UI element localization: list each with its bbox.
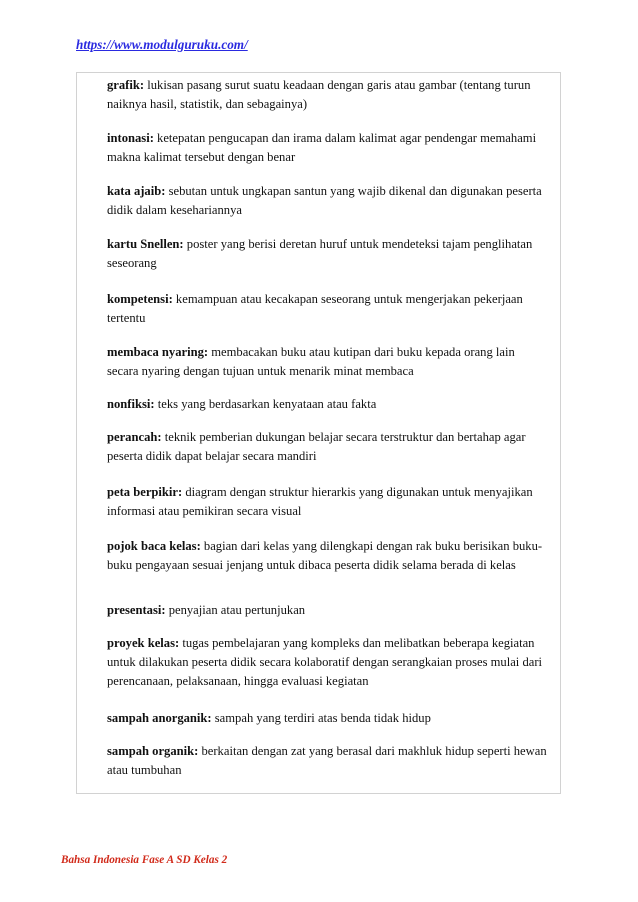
glossary-definition: tugas pembelajaran yang kompleks dan melibatkan beberapa kegiatan untuk dilakukan peserta didik secara kolaboratif dengan serangkaian proses mulai dari perencanaan, pelaksanaan, hingga evaluasi kegiatan (107, 636, 543, 688)
glossary-definition: penyajian atau pertunjukan (165, 603, 306, 617)
glossary-definition: teknik pemberian dukungan belajar secara terstruktur dan bertahap agar peserta didik dapat belajar secara mandiri (107, 430, 526, 463)
glossary-term: membaca nyaring: (107, 345, 209, 359)
glossary-term: kompetensi: (107, 292, 173, 306)
glossary-term: kartu Snellen: (107, 237, 184, 251)
glossary-entry-kata-ajaib (107, 182, 547, 220)
glossary-definition: sampah yang terdiri atas benda tidak hidup (211, 711, 431, 725)
glossary-definition: ketepatan pengucapan dan irama dalam kalimat agar pendengar memahami makna kalimat tersebut dengan benar (107, 131, 537, 164)
glossary-definition: sebutan untuk ungkapan santun yang wajib dikenal dan digunakan peserta didik dalam kesehariannya (107, 184, 542, 217)
glossary-entry-kartu-snellen (107, 235, 547, 273)
glossary-definition: membacakan buku atau kutipan dari buku kepada orang lain secara nyaring dengan tujuan untuk menarik minat membaca (107, 345, 515, 378)
glossary-term: perancah: (107, 430, 162, 444)
glossary-entry-perancah (107, 428, 547, 466)
glossary-entry-membaca-nyaring (107, 343, 547, 381)
glossary-definition: teks yang berdasarkan kenyataan atau fakta (154, 397, 377, 411)
glossary-term: presentasi: (107, 603, 166, 617)
glossary-entry-pojok-baca-kelas (107, 537, 547, 575)
glossary-definition: kemampuan atau kecakapan seseorang untuk mengerjakan pekerjaan tertentu (107, 292, 523, 325)
glossary-term: nonfiksi: (107, 397, 155, 411)
glossary-entry-intonasi (107, 129, 547, 167)
glossary-definition: berkaitan dengan zat yang berasal dari makhluk hidup seperti hewan atau tumbuhan (107, 744, 547, 777)
glossary-term: proyek kelas: (107, 636, 180, 650)
glossary-term: pojok baca kelas: (107, 539, 201, 553)
glossary-term: peta berpikir: (107, 485, 183, 499)
glossary-entry-peta-berpikir (107, 483, 547, 521)
glossary-term: sampah anorganik: (107, 711, 212, 725)
glossary-entry-presentasi (107, 601, 547, 620)
header-url-link[interactable]: https://www.modulguruku.com/ (76, 37, 248, 52)
glossary-entry-sampah-organik (107, 742, 547, 780)
glossary-entry-sampah-anorganik (107, 709, 547, 728)
glossary-entry-proyek-kelas (107, 634, 547, 691)
glossary-definition: poster yang berisi deretan huruf untuk mendeteksi tajam penglihatan seseorang (107, 237, 533, 270)
glossary-definition: lukisan pasang surut suatu keadaan dengan garis atau gambar (tentang turun naiknya hasil, statistik, dan sebagainya) (107, 78, 531, 111)
footer-text: Bahsa Indonesia Fase A SD Kelas 2 (61, 854, 228, 866)
glossary-term: grafik: (107, 78, 145, 92)
glossary-definition: diagram dengan struktur hierarkis yang digunakan untuk menyajikan informasi atau pemikiran secara visual (107, 485, 533, 518)
glossary-term: sampah organik: (107, 744, 199, 758)
glossary-term: kata ajaib: (107, 184, 166, 198)
glossary-entry-nonfiksi (107, 395, 547, 414)
glossary-term: intonasi: (107, 131, 154, 145)
glossary-entry-grafik (107, 76, 547, 114)
glossary-entry-kompetensi (107, 290, 547, 328)
glossary-definition: bagian dari kelas yang dilengkapi dengan rak buku berisikan buku-buku pengayaan sesuai jenjang untuk dibaca peserta didik selama berada di kelas (107, 539, 543, 572)
